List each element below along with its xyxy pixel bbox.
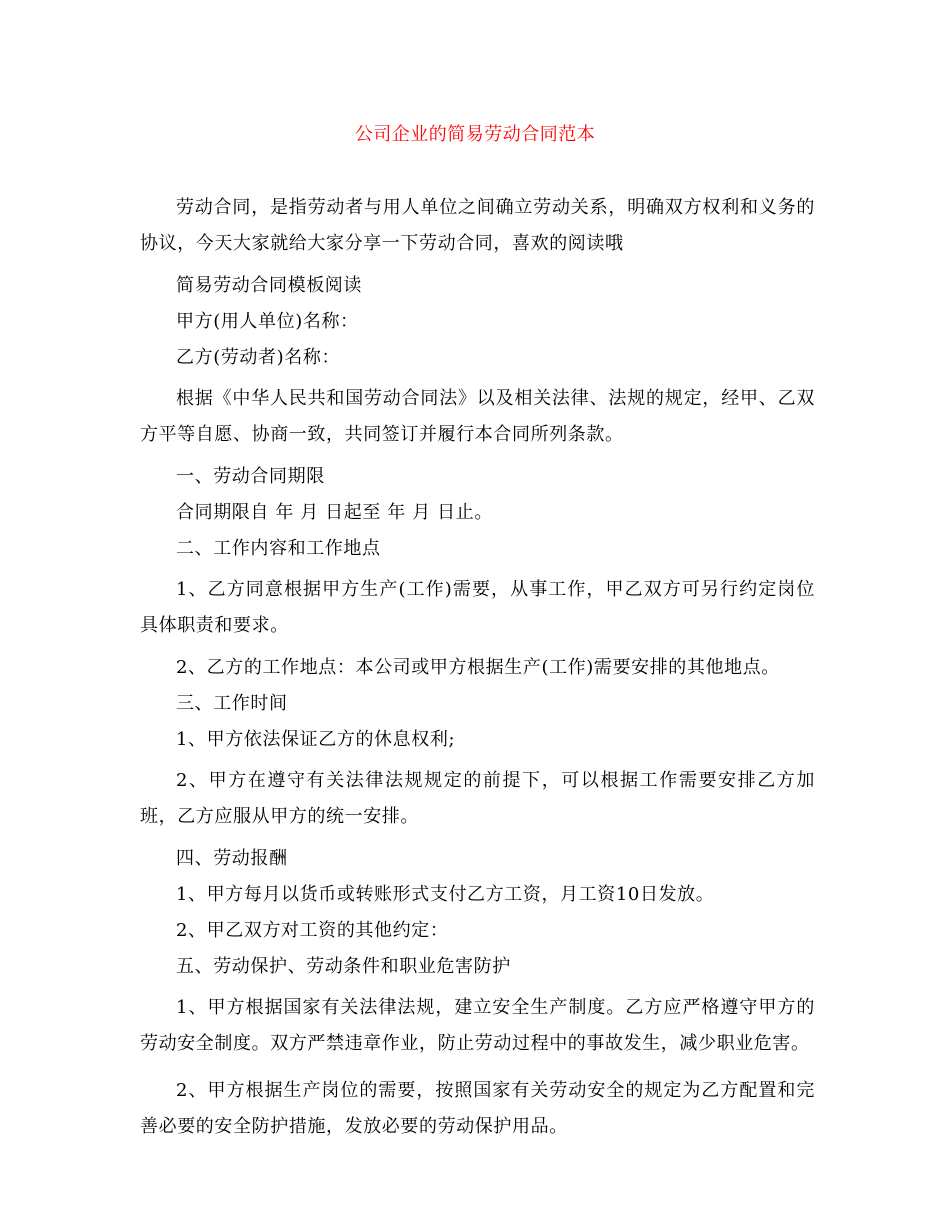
paragraph-hours-2: 2、甲方在遵守有关法律法规规定的前提下，可以根据工作需要安排乙方加班，乙方应服从甲方的统一安排。 [140, 770, 815, 827]
paragraph-party-b: 乙方(劳动者)名称： [176, 347, 341, 368]
document-body [140, 190, 815, 1156]
document-title: 公司企业的简易劳动合同范本 [354, 124, 596, 145]
paragraph-work-2: 2、乙方的工作地点：本公司或甲方根据生产(工作)需要安排的其他地点。 [176, 657, 780, 678]
paragraph-template-heading: 简易劳动合同模板阅读 [176, 275, 362, 296]
section-heading-protection: 五、劳动保护、劳动条件和职业危害防护 [176, 956, 511, 977]
paragraph-pay-1: 1、甲方每月以货币或转账形式支付乙方工资，月工资10日发放。 [176, 884, 715, 905]
paragraph-protection-1: 1、甲方根据国家有关法律法规，建立安全生产制度。乙方应严格遵守甲方的劳动安全制度。双方严禁违章作业，防止劳动过程中的事故发生，减少职业危害。 [140, 997, 815, 1054]
section-heading-work: 二、工作内容和工作地点 [176, 538, 381, 559]
section-heading-term: 一、劳动合同期限 [176, 466, 325, 487]
paragraph-party-a: 甲方(用人单位)名称： [176, 311, 359, 332]
paragraph-work-1: 1、乙方同意根据甲方生产(工作)需要，从事工作，甲乙双方可另行约定岗位具体职责和要求。 [140, 579, 815, 636]
paragraph-intro: 劳动合同，是指劳动者与用人单位之间确立劳动关系，明确双方权利和义务的协议，今天大家就给大家分享一下劳动合同，喜欢的阅读哦 [140, 197, 815, 254]
paragraph-hours-1: 1、甲方依法保证乙方的休息权利; [176, 729, 456, 750]
section-heading-pay: 四、劳动报酬 [176, 848, 288, 869]
section-heading-hours: 三、工作时间 [176, 693, 288, 714]
paragraph-protection-2: 2、甲方根据生产岗位的需要，按照国家有关劳动安全的规定为乙方配置和完善必要的安全防护措施，发放必要的劳动保护用品。 [140, 1080, 815, 1137]
paragraph-preamble: 根据《中华人民共和国劳动合同法》以及相关法律、法规的规定，经甲、乙双方平等自愿、协商一致，共同签订并履行本合同所列条款。 [140, 388, 815, 445]
paragraph-term: 合同期限自 年 月 日起至 年 月 日止。 [176, 502, 493, 523]
paragraph-pay-2: 2、甲乙双方对工资的其他约定： [176, 920, 449, 941]
